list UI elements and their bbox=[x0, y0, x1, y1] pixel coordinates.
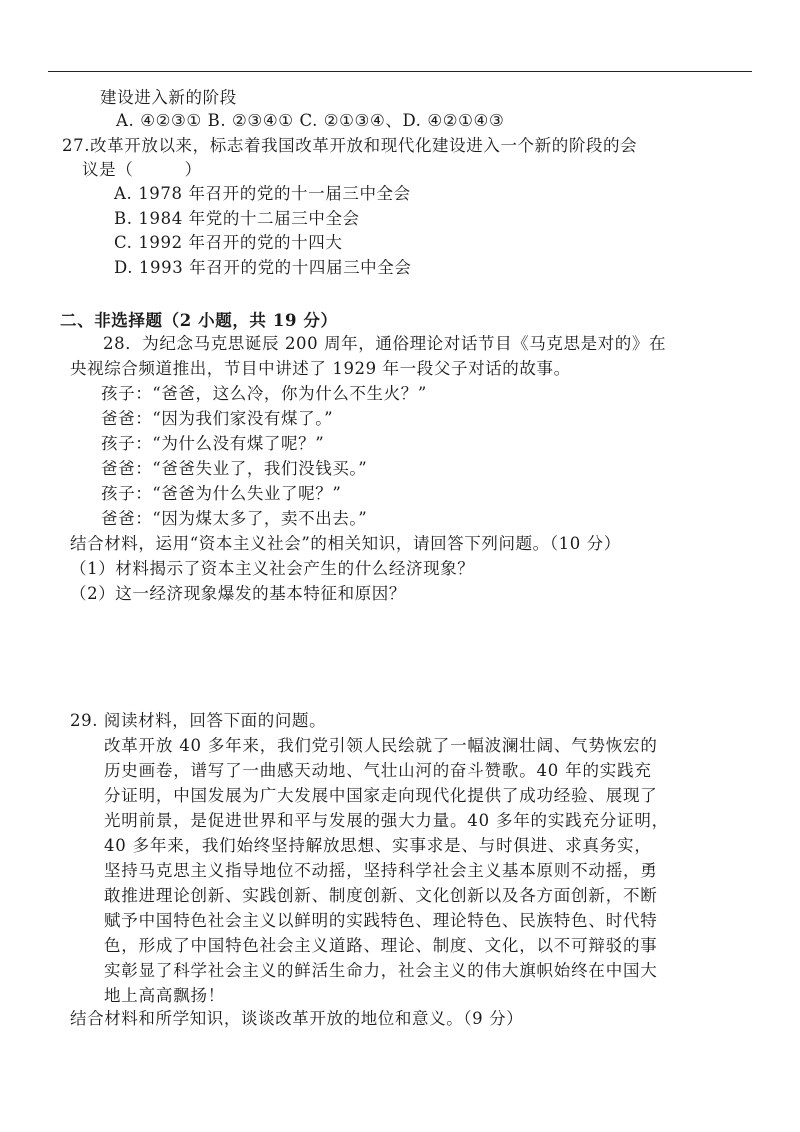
top-rule bbox=[48, 71, 752, 72]
q28-dialogue-line: 孩子：“为什么没有煤了呢？” bbox=[101, 434, 325, 453]
q28-sub-question-1: （1）材料揭示了资本主义社会产生的什么经济现象？ bbox=[70, 559, 475, 578]
q27-option-b: B. 1984 年党的十二届三中全会 bbox=[114, 209, 360, 228]
q29-passage-line: 光明前景，是促进世界和平与发展的强大力量。40 多年的实践充分证明， bbox=[104, 811, 669, 830]
q29-passage-line: 历史画卷，谱写了一曲感天动地、气壮山河的奋斗赞歌。40 年的实践充 bbox=[104, 761, 652, 780]
q29-passage-line: 色，形成了中国特色社会主义道路、理论、制度、文化，以不可辩驳的事 bbox=[104, 936, 658, 955]
q28-instruction: 结合材料，运用“资本主义社会”的相关知识，请回答下列问题。（10 分） bbox=[70, 534, 621, 553]
q29-passage-line: 敢推进理论创新、实践创新、制度创新、文化创新以及各方面创新，不断 bbox=[104, 886, 658, 905]
q27-stem-line2: 议是（ ） bbox=[82, 160, 202, 179]
q29-passage-line: 赋予中国特色社会主义以鲜明的实践特色、理论特色、民族特色、时代特 bbox=[104, 911, 658, 930]
q28-dialogue-line: 孩子：“爸爸为什么失业了呢？” bbox=[101, 484, 342, 503]
q29-title: 29. 阅读材料，回答下面的问题。 bbox=[70, 711, 327, 730]
q29-passage-line: 40 多年来，我们始终坚持解放思想、实事求是、与时俱进、求真务实， bbox=[104, 836, 652, 855]
q27-option-c: C. 1992 年召开的党的十四大 bbox=[114, 233, 343, 252]
q29-passage-line: 地上高高飘扬！ bbox=[104, 986, 226, 1005]
q29-passage-line: 实彰显了科学社会主义的鲜活生命力，社会主义的伟大旗帜始终在中国大 bbox=[104, 961, 658, 980]
q27-option-a: A. 1978 年召开的党的十一届三中全会 bbox=[114, 184, 411, 203]
q28-sub-question-2: （2）这一经济现象爆发的基本特征和原因？ bbox=[70, 584, 406, 603]
q26-options: A. ④②③① B. ②③④① C. ②①③④、D. ④②①④③ bbox=[116, 111, 505, 130]
section2-title: 二、非选择题（2 小题，共 19 分） bbox=[60, 311, 338, 330]
q28-dialogue-line: 爸爸：“爸爸失业了，我们没钱买。” bbox=[101, 459, 368, 478]
q26-tail-line: 建设进入新的阶段 bbox=[100, 88, 237, 107]
q28-dialogue-line: 爸爸：“因为煤太多了，卖不出去。” bbox=[101, 509, 368, 528]
q29-passage-line: 坚持马克思主义指导地位不动摇，坚持科学社会主义基本原则不动摇，勇 bbox=[104, 861, 658, 880]
q29-passage-line: 分证明，中国发展为广大发展中国家走向现代化提供了成功经验、展现了 bbox=[104, 786, 658, 805]
q28-dialogue-line: 孩子：“爸爸，这么冷，你为什么不生火？” bbox=[101, 384, 427, 403]
q28-intro-line1: 28．为纪念马克思诞辰 200 周年，通俗理论对话节目《马克思是对的》在 bbox=[103, 334, 667, 353]
q27-stem-line1: 27.改革开放以来，标志着我国改革开放和现代化建设进入一个新的阶段的会 bbox=[62, 136, 638, 155]
q27-option-d: D. 1993 年召开的党的十四届三中全会 bbox=[114, 258, 412, 277]
q28-dialogue-line: 爸爸：“因为我们家没有煤了。” bbox=[101, 409, 334, 428]
q29-passage-line: 改革开放 40 多年来，我们党引领人民绘就了一幅波澜壮阔、气势恢宏的 bbox=[104, 736, 658, 755]
q28-intro-line2: 央视综合频道推出，节目中讲述了 1929 年一段父子对话的故事。 bbox=[70, 359, 571, 378]
q29-instruction: 结合材料和所学知识，谈谈改革开放的地位和意义。（9 分） bbox=[70, 1009, 524, 1028]
